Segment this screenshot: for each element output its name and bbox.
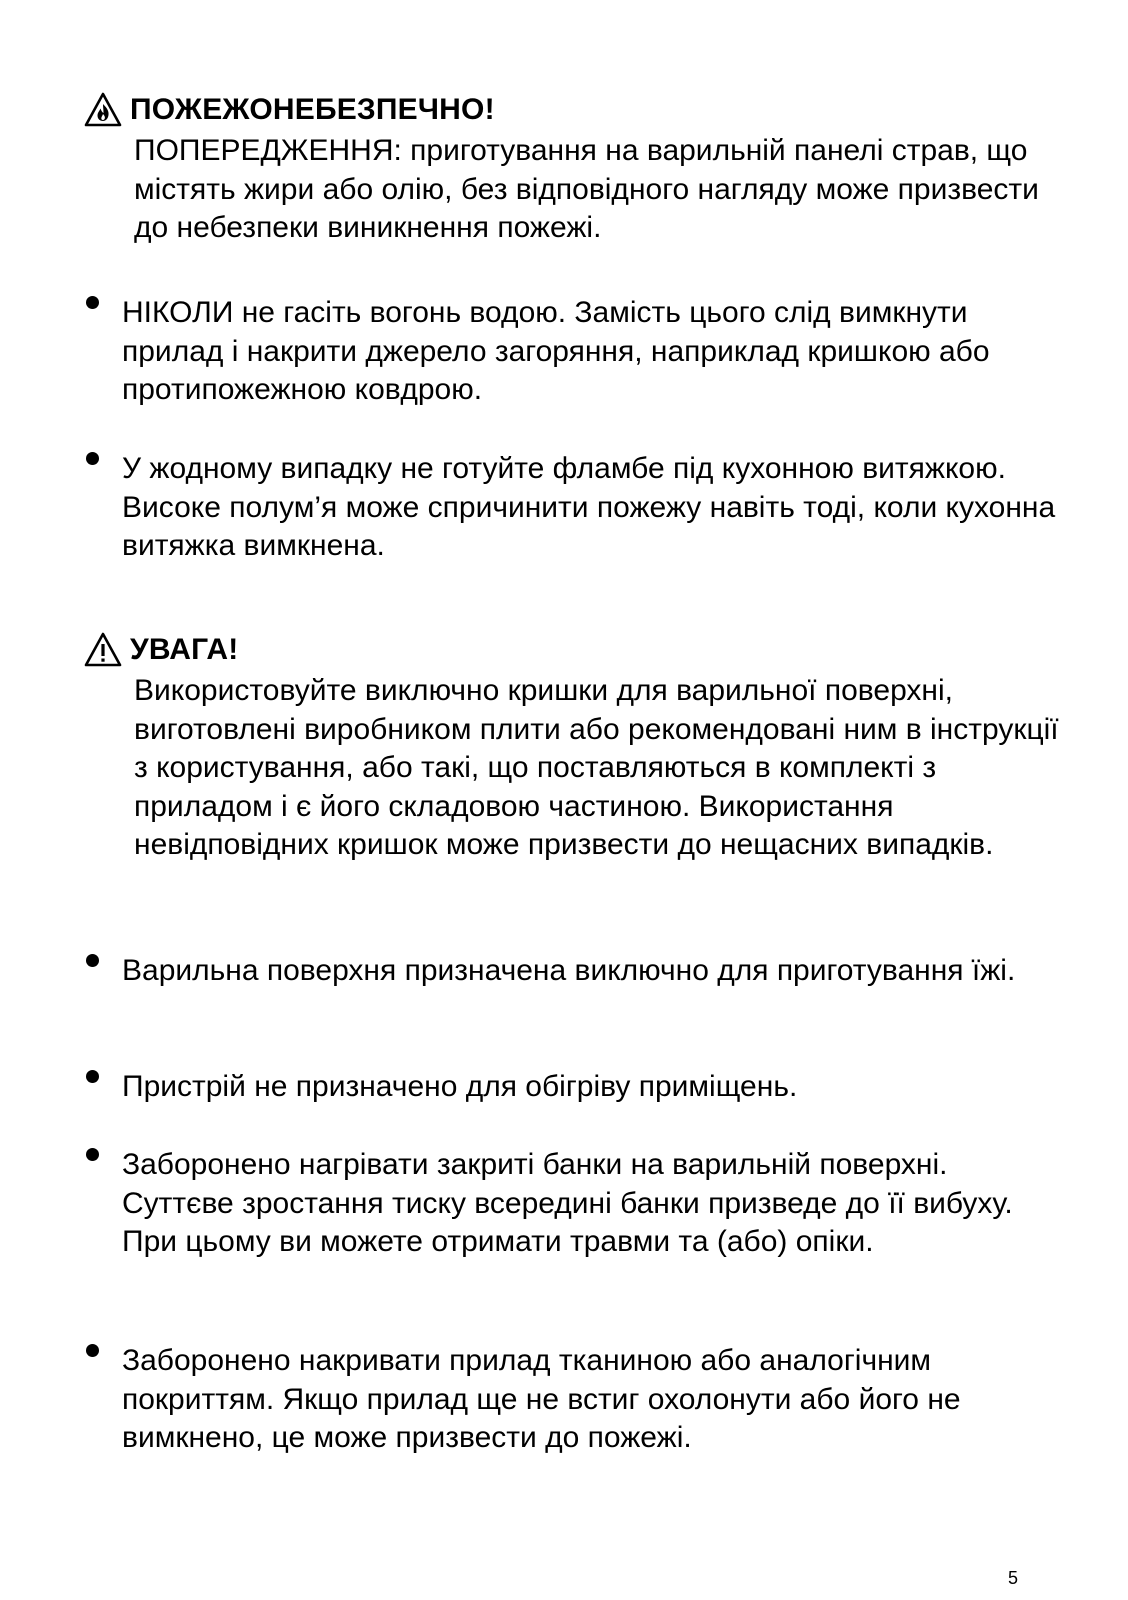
caution-text: Використовуйте виключно кришки для варильної поверхні, виготовлені виробником плити або рекомендовані ним в інструкції з користування, або такі, що поставляються в комплекті з приладом і є його складовою частиною. Використання невідповідних кришок може призвести до нещасних випадків. [134, 674, 1059, 861]
bullet-icon [86, 954, 99, 967]
list-item [84, 1068, 1064, 1107]
bullet-icon [86, 452, 99, 465]
fire-warning-block [84, 88, 1064, 248]
list-item [84, 952, 1064, 991]
bullet-icon [86, 296, 99, 309]
list-item [84, 1146, 1064, 1262]
list-item [84, 294, 1064, 410]
list-item-text: Заборонено нагрівати закриті банки на варильній поверхні. Суттєве зростання тиску всередині банки призведе до її вибуху. При цьому ви можете отримати травми та (або) опіки. [122, 1148, 1013, 1258]
bullet-icon [86, 1070, 99, 1083]
list-item [84, 1342, 1064, 1458]
list-item [84, 450, 1064, 566]
caution-block [84, 628, 1064, 865]
fire-warning-text: ПОПЕРЕДЖЕННЯ: приготування на варильній панелі страв, що містять жири або олію, без відповідного нагляду може призвести до небезпеки виникнення пожежі. [134, 134, 1039, 244]
list-item-text: Варильна поверхня призначена виключно для приготування їжі. [122, 954, 1016, 987]
page-number: 5 [1008, 1568, 1019, 1588]
caution-header [84, 628, 1064, 672]
fire-warning-header [84, 88, 1064, 132]
list-item-text: НІКОЛИ не гасіть вогонь водою. Замість цього слід вимкнути прилад і накрити джерело загоряння, наприклад кришкою або протипожежною ковдрою. [122, 296, 990, 406]
list-item-text: У жодному випадку не готуйте фламбе під кухонною витяжкою. Високе полум’я може спричинити пожежу навіть тоді, коли кухонна витяжка вимкнена. [122, 452, 1056, 562]
warning-triangle-icon [84, 632, 122, 668]
bullet-icon [86, 1344, 99, 1357]
fire-warning-title: ПОЖЕЖОНЕБЕЗПЕЧНО! [130, 93, 495, 126]
bullet-icon [86, 1148, 99, 1161]
list-item-text: Заборонено накривати прилад тканиною або аналогічним покриттям. Якщо прилад ще не встиг охолонути або його не вимкнено, це може призвести до пожежі. [122, 1344, 961, 1454]
fire-hazard-icon [84, 92, 122, 128]
list-item-text: Пристрій не призначено для обігріву приміщень. [122, 1070, 798, 1103]
caution-title: УВАГА! [130, 633, 239, 666]
